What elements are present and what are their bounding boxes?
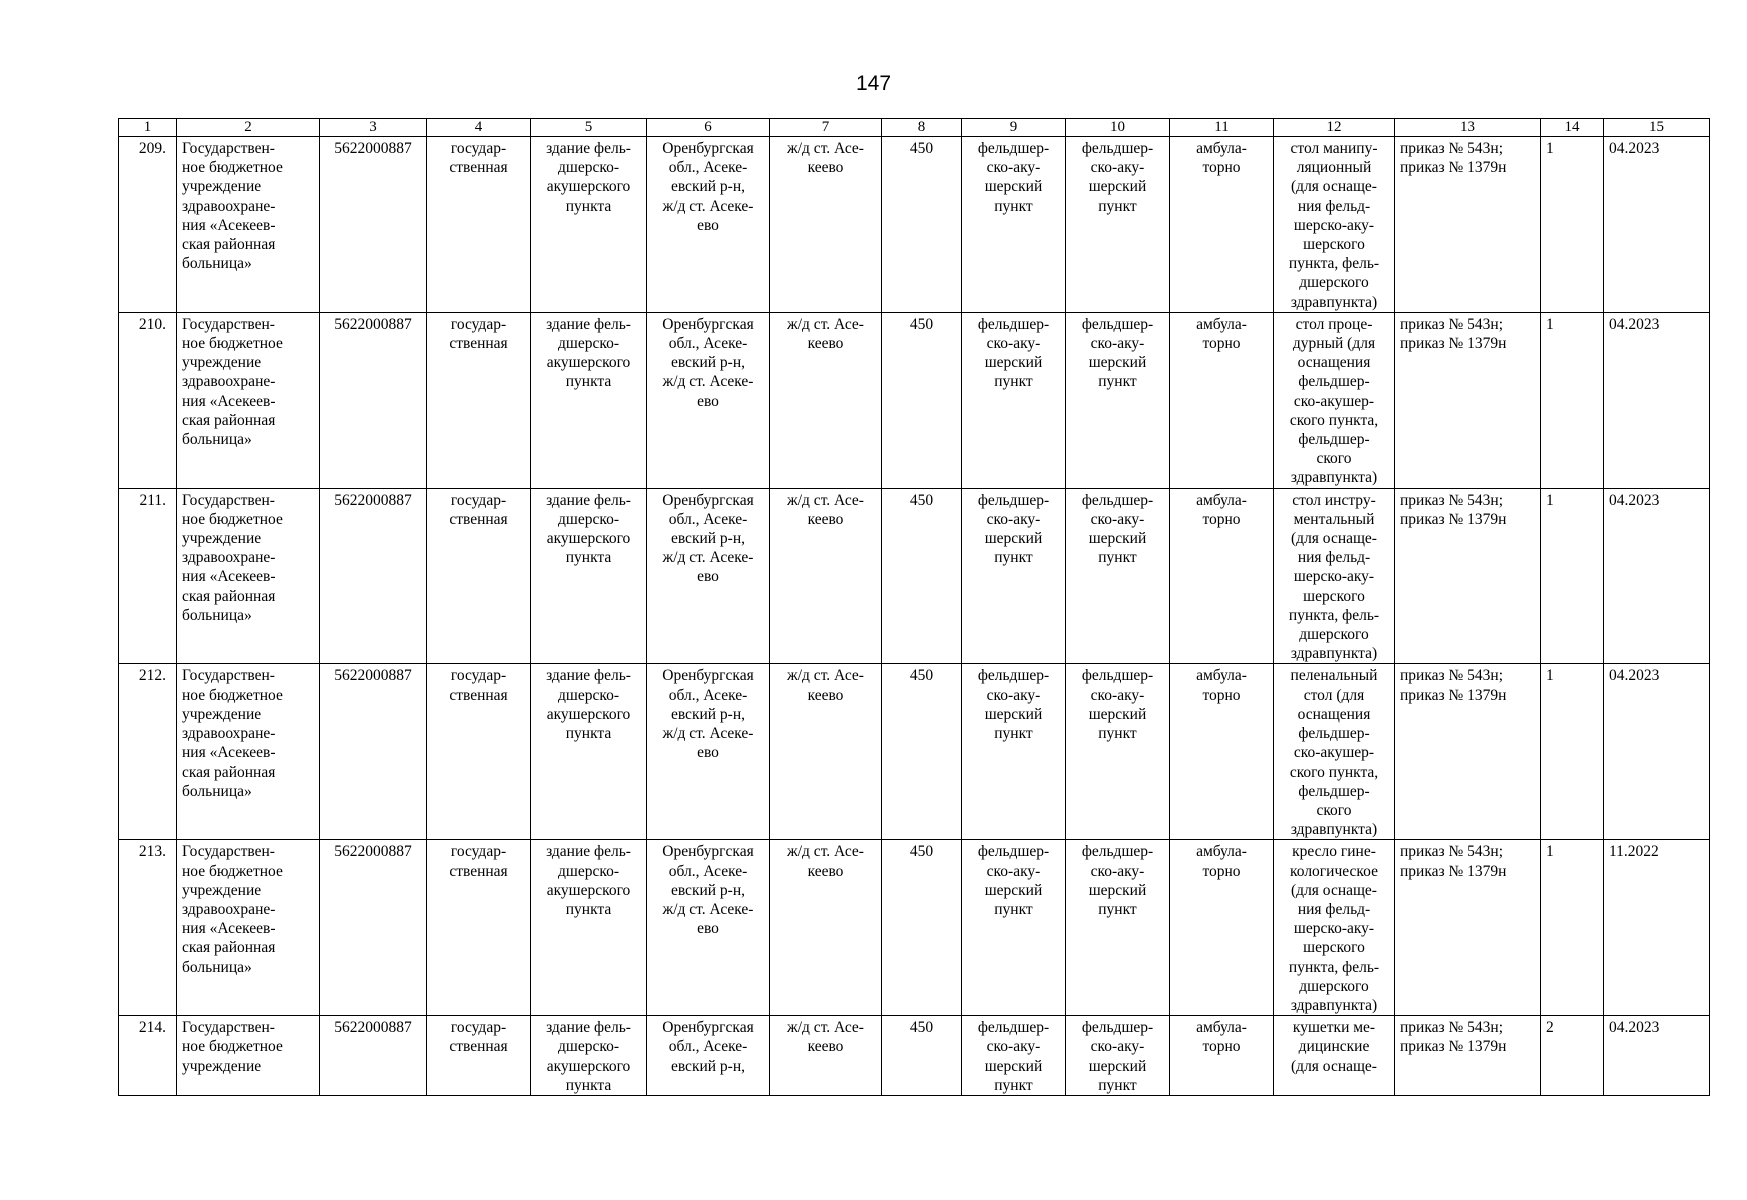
building: здание фель- дшерско- акушерского пункта	[531, 137, 647, 313]
order: приказ № 543н; приказ № 1379н	[1395, 840, 1541, 1016]
ownership: государ- ственная	[427, 1016, 531, 1096]
table-row	[119, 1016, 1710, 1096]
table-row	[119, 137, 1710, 313]
column-header: 10	[1066, 119, 1170, 137]
column-header: 7	[770, 119, 882, 137]
quantity: 2	[1541, 1016, 1604, 1096]
facility-type: фельдшер- ско-аку- шерский пункт	[962, 840, 1066, 1016]
care-form: амбула- торно	[1170, 312, 1274, 488]
row-number: 210.	[119, 312, 177, 488]
column-header: 1	[119, 119, 177, 137]
care-form: амбула- торно	[1170, 840, 1274, 1016]
facility-type: фельдшер- ско-аку- шерский пункт	[962, 1016, 1066, 1096]
ownership: государ- ственная	[427, 137, 531, 313]
column-header: 2	[177, 119, 320, 137]
equipment-table	[118, 118, 1710, 1096]
equipment: кресло гине- кологическое (для оснаще- ния фельд- шерско-аку- шерского пункта, фель- дшерского здравпункта)	[1274, 840, 1395, 1016]
inn: 5622000887	[320, 137, 427, 313]
building: здание фель- дшерско- акушерского пункта	[531, 1016, 647, 1096]
equipment: стол проце- дурный (для оснащения фельдшер- ско-акушер- ского пункта, фельдшер- ского здравпункта)	[1274, 312, 1395, 488]
equipment: стол манипу- ляционный (для оснаще- ния фельд- шерско-аку- шерского пункта, фель- дшерского здравпункта)	[1274, 137, 1395, 313]
column-header: 3	[320, 119, 427, 137]
building: здание фель- дшерско- акушерского пункта	[531, 488, 647, 664]
order: приказ № 543н; приказ № 1379н	[1395, 312, 1541, 488]
care-form: амбула- торно	[1170, 664, 1274, 840]
organization-name: Государствен- ное бюджетное учреждение здравоохране- ния «Асекеев- ская районная больница»	[177, 312, 320, 488]
locality: ж/д ст. Асе- кеево	[770, 488, 882, 664]
locality: ж/д ст. Асе- кеево	[770, 312, 882, 488]
quantity: 1	[1541, 840, 1604, 1016]
population: 450	[882, 137, 962, 313]
date: 04.2023	[1604, 137, 1710, 313]
header-row	[119, 119, 1710, 137]
organization-name: Государствен- ное бюджетное учреждение здравоохране- ния «Асекеев- ская районная больница»	[177, 664, 320, 840]
facility-kind: фельдшер- ско-аку- шерский пункт	[1066, 1016, 1170, 1096]
facility-kind: фельдшер- ско-аку- шерский пункт	[1066, 664, 1170, 840]
address: Оренбургская обл., Асеке- евский р-н, ж/д ст. Асеке- ево	[647, 488, 770, 664]
row-number: 211.	[119, 488, 177, 664]
organization-name: Государствен- ное бюджетное учреждение	[177, 1016, 320, 1096]
building: здание фель- дшерско- акушерского пункта	[531, 312, 647, 488]
care-form: амбула- торно	[1170, 1016, 1274, 1096]
inn: 5622000887	[320, 1016, 427, 1096]
column-header: 5	[531, 119, 647, 137]
column-header: 12	[1274, 119, 1395, 137]
quantity: 1	[1541, 488, 1604, 664]
organization-name: Государствен- ное бюджетное учреждение здравоохране- ния «Асекеев- ская районная больница»	[177, 488, 320, 664]
address: Оренбургская обл., Асеке- евский р-н,	[647, 1016, 770, 1096]
date: 04.2023	[1604, 1016, 1710, 1096]
facility-kind: фельдшер- ско-аку- шерский пункт	[1066, 137, 1170, 313]
population: 450	[882, 840, 962, 1016]
column-header: 11	[1170, 119, 1274, 137]
inn: 5622000887	[320, 488, 427, 664]
facility-kind: фельдшер- ско-аку- шерский пункт	[1066, 312, 1170, 488]
care-form: амбула- торно	[1170, 488, 1274, 664]
facility-type: фельдшер- ско-аку- шерский пункт	[962, 137, 1066, 313]
equipment: пеленальный стол (для оснащения фельдшер- ско-акушер- ского пункта, фельдшер- ского здравпункта)	[1274, 664, 1395, 840]
row-number: 214.	[119, 1016, 177, 1096]
column-header: 9	[962, 119, 1066, 137]
row-number: 212.	[119, 664, 177, 840]
column-header: 6	[647, 119, 770, 137]
equipment: кушетки ме- дицинские (для оснаще-	[1274, 1016, 1395, 1096]
column-header: 8	[882, 119, 962, 137]
row-number: 213.	[119, 840, 177, 1016]
column-header: 13	[1395, 119, 1541, 137]
building: здание фель- дшерско- акушерского пункта	[531, 840, 647, 1016]
table-row	[119, 664, 1710, 840]
date: 04.2023	[1604, 488, 1710, 664]
order: приказ № 543н; приказ № 1379н	[1395, 1016, 1541, 1096]
locality: ж/д ст. Асе- кеево	[770, 137, 882, 313]
ownership: государ- ственная	[427, 664, 531, 840]
organization-name: Государствен- ное бюджетное учреждение здравоохране- ния «Асекеев- ская районная больница»	[177, 840, 320, 1016]
facility-type: фельдшер- ско-аку- шерский пункт	[962, 664, 1066, 840]
date: 04.2023	[1604, 312, 1710, 488]
population: 450	[882, 488, 962, 664]
facility-kind: фельдшер- ско-аку- шерский пункт	[1066, 488, 1170, 664]
quantity: 1	[1541, 137, 1604, 313]
facility-kind: фельдшер- ско-аку- шерский пункт	[1066, 840, 1170, 1016]
address: Оренбургская обл., Асеке- евский р-н, ж/д ст. Асеке- ево	[647, 664, 770, 840]
date: 11.2022	[1604, 840, 1710, 1016]
facility-type: фельдшер- ско-аку- шерский пункт	[962, 312, 1066, 488]
facility-type: фельдшер- ско-аку- шерский пункт	[962, 488, 1066, 664]
locality: ж/д ст. Асе- кеево	[770, 840, 882, 1016]
table-row	[119, 312, 1710, 488]
locality: ж/д ст. Асе- кеево	[770, 1016, 882, 1096]
building: здание фель- дшерско- акушерского пункта	[531, 664, 647, 840]
ownership: государ- ственная	[427, 840, 531, 1016]
quantity: 1	[1541, 312, 1604, 488]
date: 04.2023	[1604, 664, 1710, 840]
population: 450	[882, 312, 962, 488]
row-number: 209.	[119, 137, 177, 313]
address: Оренбургская обл., Асеке- евский р-н, ж/д ст. Асеке- ево	[647, 137, 770, 313]
order: приказ № 543н; приказ № 1379н	[1395, 664, 1541, 840]
column-header: 4	[427, 119, 531, 137]
page-number: 147	[855, 72, 892, 95]
inn: 5622000887	[320, 312, 427, 488]
order: приказ № 543н; приказ № 1379н	[1395, 137, 1541, 313]
population: 450	[882, 664, 962, 840]
column-header: 15	[1604, 119, 1710, 137]
population: 450	[882, 1016, 962, 1096]
equipment: стол инстру- ментальный (для оснаще- ния фельд- шерско-аку- шерского пункта, фель- дшерского здравпункта)	[1274, 488, 1395, 664]
address: Оренбургская обл., Асеке- евский р-н, ж/д ст. Асеке- ево	[647, 312, 770, 488]
column-header: 14	[1541, 119, 1604, 137]
address: Оренбургская обл., Асеке- евский р-н, ж/д ст. Асеке- ево	[647, 840, 770, 1016]
inn: 5622000887	[320, 840, 427, 1016]
inn: 5622000887	[320, 664, 427, 840]
organization-name: Государствен- ное бюджетное учреждение здравоохране- ния «Асекеев- ская районная больница»	[177, 137, 320, 313]
table-row	[119, 488, 1710, 664]
ownership: государ- ственная	[427, 488, 531, 664]
quantity: 1	[1541, 664, 1604, 840]
care-form: амбула- торно	[1170, 137, 1274, 313]
ownership: государ- ственная	[427, 312, 531, 488]
locality: ж/д ст. Асе- кеево	[770, 664, 882, 840]
order: приказ № 543н; приказ № 1379н	[1395, 488, 1541, 664]
table-row	[119, 840, 1710, 1016]
